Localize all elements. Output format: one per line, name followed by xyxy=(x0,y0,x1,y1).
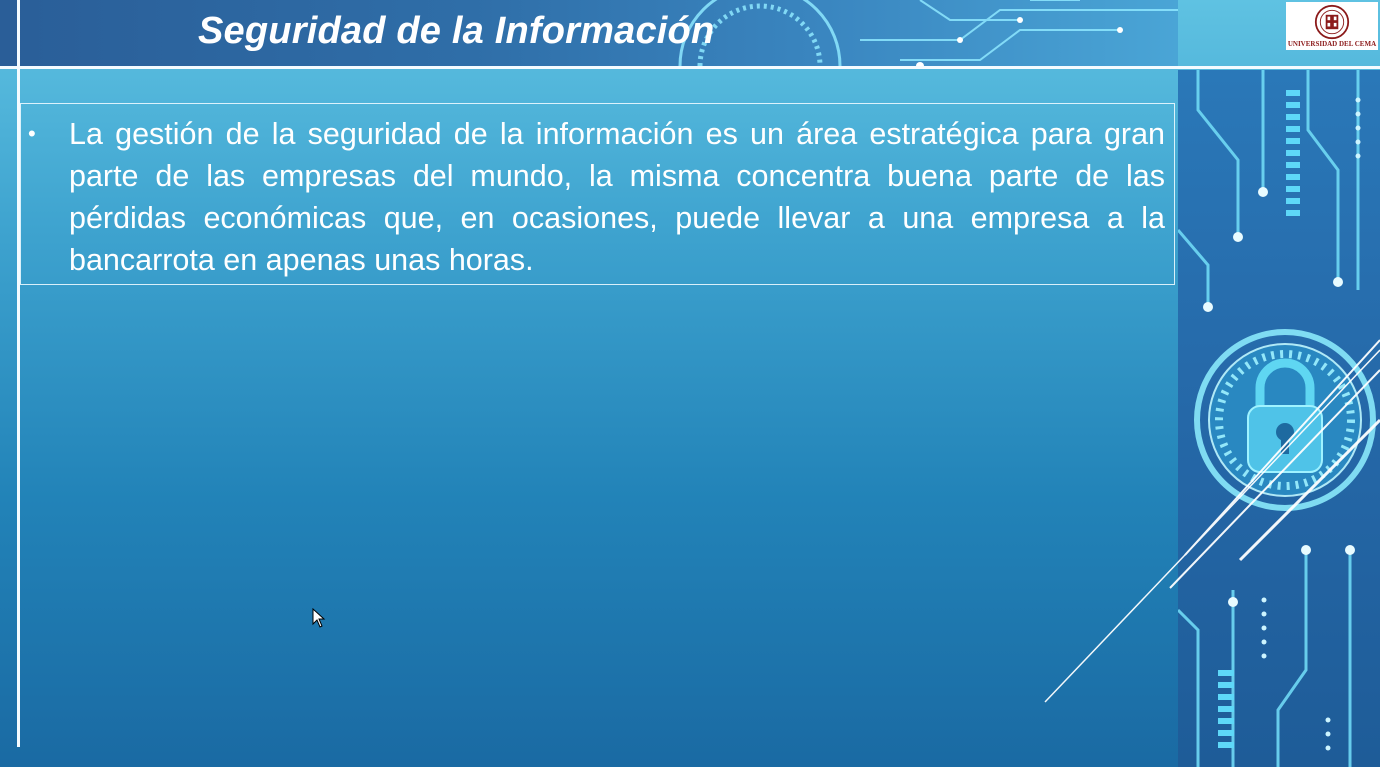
university-seal-icon xyxy=(1314,4,1350,40)
header-divider-line xyxy=(0,66,1380,69)
diagonal-lines-decoration xyxy=(1030,330,1380,710)
bullet-text: La gestión de la seguridad de la información es un área estratégica para gran parte de las empresas del mundo, la misma concentra buena parte de las pérdidas económicas que, en ocasiones, puede llevar a una empresa a la bancarrota en apenas unas horas. xyxy=(69,117,1165,277)
university-logo xyxy=(1286,2,1378,50)
university-name: UNIVERSIDAD DEL CEMA xyxy=(1287,40,1377,48)
mouse-cursor-icon xyxy=(312,608,326,628)
slide-title: Seguridad de la Información xyxy=(198,10,715,52)
bullet-marker: • xyxy=(28,121,36,146)
